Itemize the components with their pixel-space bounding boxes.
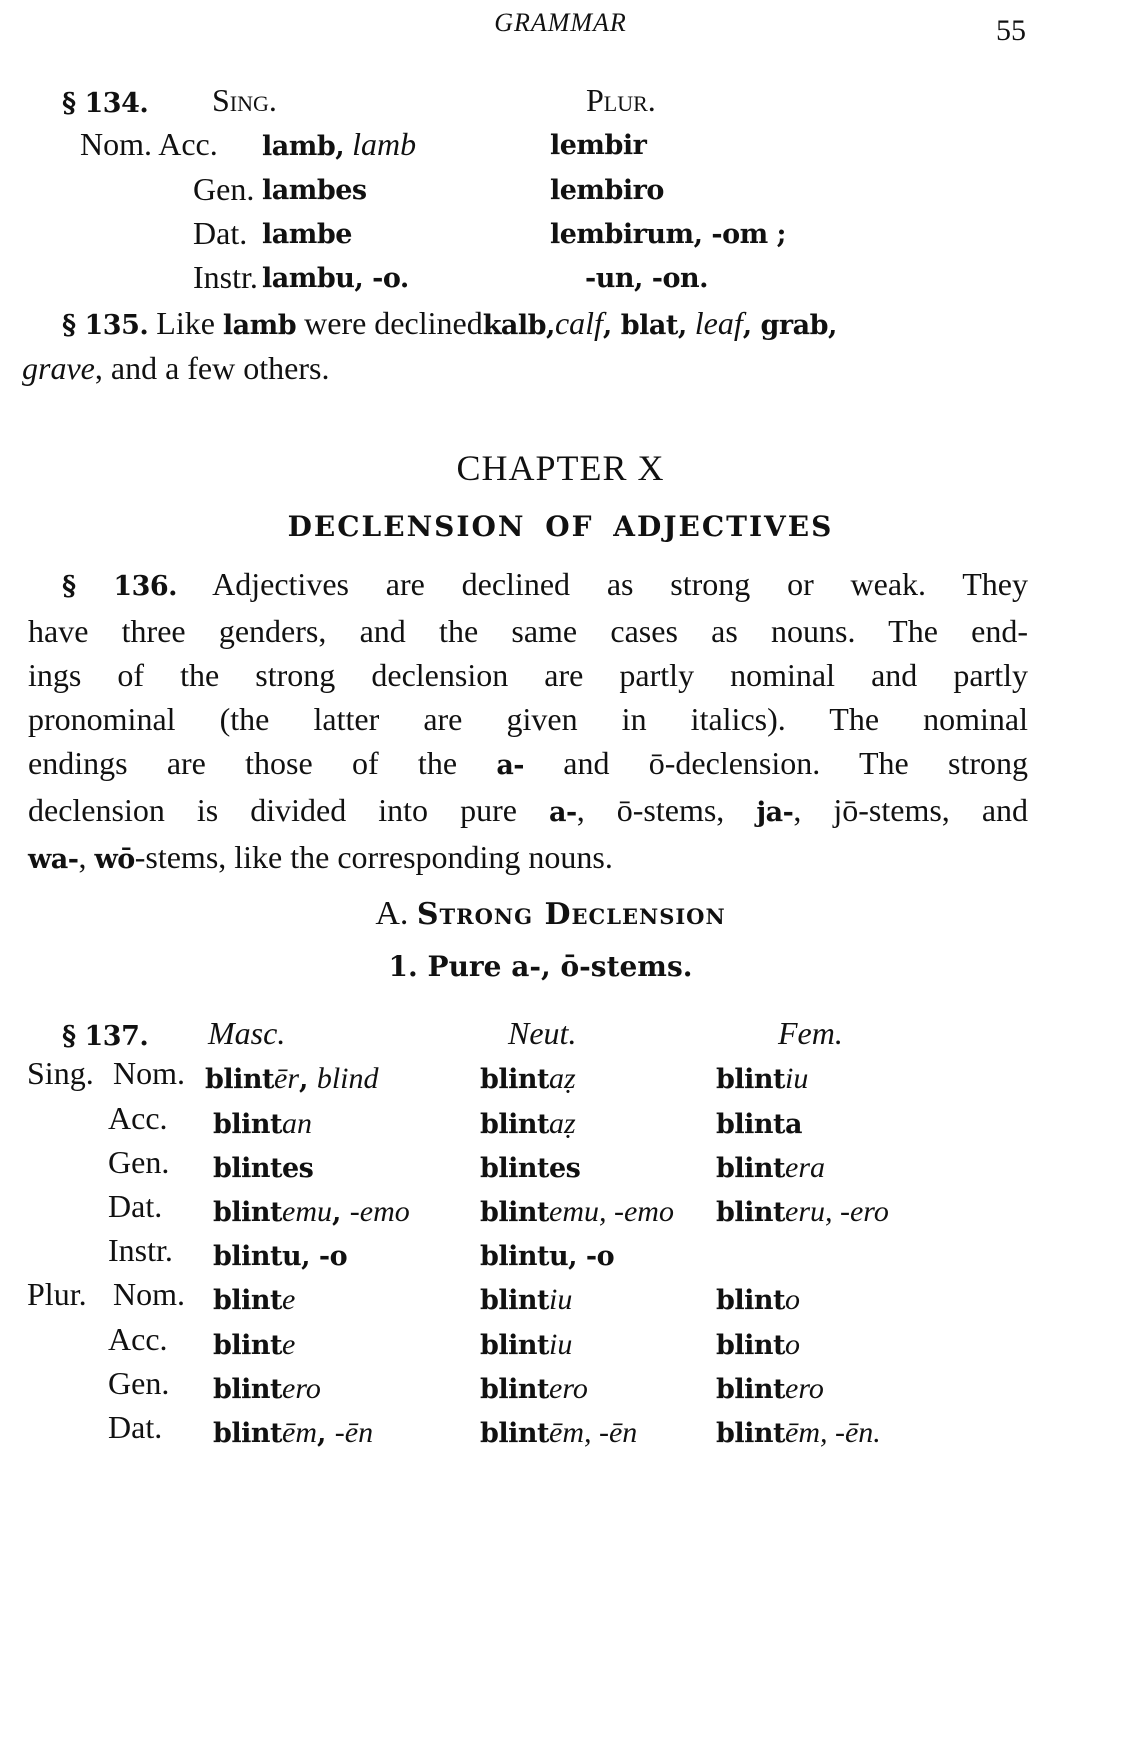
word: kalb, [482, 310, 555, 341]
case-label: Nom. [113, 1055, 185, 1091]
column-header-neut: Neut. [508, 1015, 577, 1051]
neut-form: blintero [480, 1372, 588, 1405]
case-label: Nom. [113, 1276, 185, 1312]
plur-form: -un, -on. [585, 263, 709, 294]
masc-form: blintero [213, 1372, 321, 1405]
chapter-heading: CHAPTER X [456, 448, 665, 488]
fem-form: blintēm, -ēn. [716, 1416, 881, 1449]
gloss: grave [22, 350, 95, 386]
chapter-title: DECLENSION OF ADJECTIVES [287, 510, 834, 543]
neut-form: blintiu [480, 1283, 573, 1316]
paragraph-line: § 136. Adjectives are declined as strong or weak. They [62, 566, 1029, 602]
paragraph-line: pronominal (the latter are given in italics). The nominal [28, 701, 1028, 737]
sing-form: lambes [262, 175, 367, 206]
section-number: § 134. [62, 88, 149, 119]
fem-form: blinto [716, 1283, 800, 1316]
fem-form: blintera [716, 1151, 825, 1184]
masc-form: blinte [213, 1283, 296, 1316]
word: lamb [222, 310, 297, 341]
fem-form: blinteru, -ero [716, 1195, 889, 1228]
case-label: Acc. [108, 1321, 168, 1357]
sing-label: Sing. [212, 82, 277, 118]
column-header-masc: Masc. [208, 1015, 286, 1051]
case-label: Instr. [193, 259, 258, 295]
masc-form: blintes [213, 1153, 314, 1184]
neut-form: blintu, -o [480, 1241, 615, 1272]
running-head: GRAMMAR [494, 8, 627, 37]
paragraph-line: ings of the strong declension are partly nominal and partly [28, 657, 1028, 693]
text: Like [156, 305, 215, 341]
section-letter: A. [375, 895, 409, 932]
gloss: calf [554, 305, 603, 341]
masc-form: blintu, -o [213, 1241, 348, 1272]
section-number: § 135. [62, 310, 149, 341]
case-label: Dat. [108, 1188, 163, 1224]
paragraph-line: endings are those of the a- and ō-declension. The strong [28, 745, 1029, 781]
case-label: Gen. [108, 1144, 170, 1180]
plur-label: Plur. [586, 82, 656, 118]
case-label: Gen. [193, 171, 255, 207]
case-label: Acc. [108, 1100, 168, 1136]
sing-form: lamb, lamb [262, 126, 417, 162]
paragraph-line: declension is divided into pure a-, ō-stems, ja-, jō-stems, and [28, 792, 1029, 828]
neut-form: blintēm, -ēn [480, 1416, 638, 1449]
plur-form: lembirum, -om ; [550, 219, 787, 250]
case-label: Dat. [193, 215, 248, 251]
plur-form: lembir [550, 130, 647, 161]
masc-form: blinte [213, 1328, 296, 1361]
fem-form: blintiu [716, 1062, 809, 1095]
case-label: Nom. Acc. [80, 126, 218, 162]
column-header-fem: Fem. [778, 1015, 843, 1051]
section-135-line-2 [22, 350, 329, 387]
subsection-number: 1. [388, 950, 418, 983]
neut-form: blintes [480, 1153, 581, 1184]
section-135-line-1 [62, 305, 837, 342]
word: , blat, [602, 310, 687, 341]
fem-form: blinto [716, 1328, 800, 1361]
sing-form: lambe [262, 219, 352, 250]
masc-form: blintan [213, 1107, 312, 1140]
masc-form: blintēr, blind [205, 1062, 379, 1095]
subsection-heading [0, 950, 1101, 983]
section-title: Strong Declension [416, 897, 726, 932]
page-number: 55 [996, 14, 1026, 47]
neut-form: blintiu [480, 1328, 573, 1361]
masc-form: blintēm, -ēn [213, 1416, 374, 1449]
section-136 [28, 562, 1028, 882]
subsection-title: Pure a-, ō-stems. [427, 950, 693, 983]
masc-form: blintemu, -emo [213, 1195, 410, 1228]
neut-form: blintaẓ [480, 1107, 576, 1140]
plur-form: lembiro [550, 175, 664, 206]
number-label: Plur. [27, 1276, 87, 1312]
fem-form: blintero [716, 1372, 824, 1405]
neut-form: blintemu, -emo [480, 1195, 674, 1228]
sing-form: lambu, -o. [262, 263, 409, 294]
gloss: leaf [694, 305, 743, 341]
section-a-heading [0, 895, 1111, 933]
neut-form: blintaẓ [480, 1062, 576, 1095]
paragraph-line: have three genders, and the same cases as nouns. The end- [28, 613, 1028, 649]
case-label: Gen. [108, 1365, 170, 1401]
section-number: § 137. [62, 1021, 149, 1052]
word: , grab, [742, 310, 837, 341]
text: , and a few others. [94, 350, 330, 386]
text: were declined [304, 305, 483, 341]
fem-form: blinta [716, 1109, 802, 1140]
case-label: Dat. [108, 1409, 163, 1445]
paragraph-line: wa-, wō-stems, like the corresponding nouns. [28, 839, 613, 875]
case-label: Instr. [108, 1232, 173, 1268]
number-label: Sing. [27, 1055, 94, 1091]
